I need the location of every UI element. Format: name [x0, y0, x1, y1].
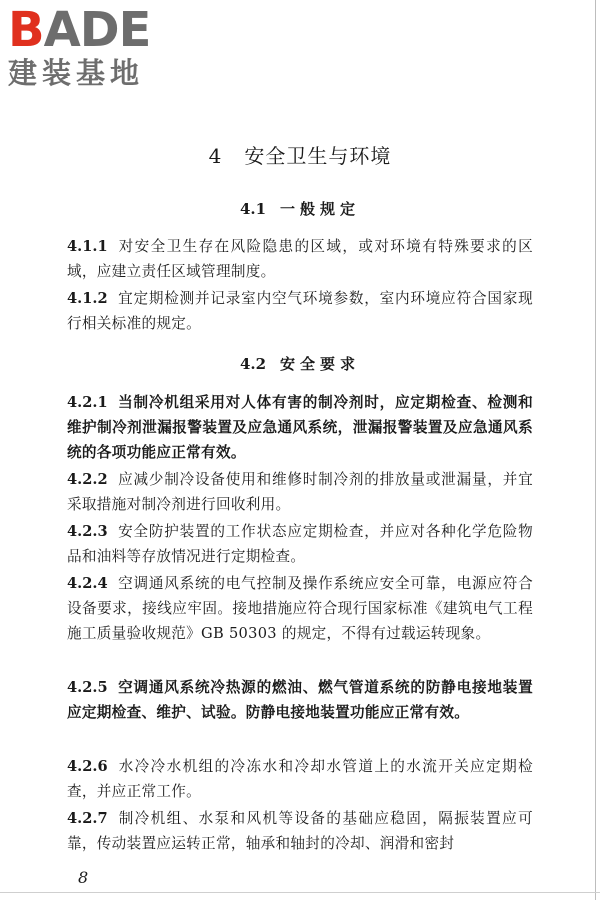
clause — [67, 519, 533, 569]
clause — [67, 286, 533, 336]
page-bottom-line — [0, 892, 600, 893]
clause — [67, 754, 533, 804]
section-heading: 4.2 安全要求 — [239, 355, 361, 373]
page-edge-divider — [595, 0, 596, 900]
clause-text: 安全防护装置的工作状态应定期检查，并应对各种化学危险物品和油料等存放情况进行定期检查。 — [67, 523, 533, 565]
clause-text: 制冷机组、水泵和风机等设备的基础应稳固，隔振装置应可靠，传动装置应运转正常，轴承和轴封的冷却、润滑和密封 — [67, 810, 533, 852]
clause-number: 4.2.7 — [67, 810, 108, 827]
clause-text: 对安全卫生存在风险隐患的区域，或对环境有特殊要求的区域，应建立责任区域管理制度。 — [67, 238, 533, 280]
clause-number: 4.2.3 — [67, 523, 108, 540]
logo-wordmark: BADE — [8, 2, 151, 58]
logo-chinese-name: 建装基地 — [8, 56, 145, 90]
page-number: 8 — [78, 868, 89, 887]
clause-number: 4.2.6 — [67, 758, 108, 775]
chapter-title — [0, 140, 600, 169]
clause-number: 4.1.1 — [67, 238, 108, 255]
clause — [67, 467, 533, 517]
bade-logo — [8, 4, 183, 90]
clause-text: 应减少制冷设备使用和维修时制冷剂的排放量或泄漏量，并宜采取措施对制冷剂进行回收利用。 — [67, 471, 533, 513]
clause-number: 4.2.1 — [67, 394, 108, 411]
clause-text: 水冷冷水机组的冷冻水和冷却水管道上的水流开关应定期检查，并应正常工作。 — [67, 758, 533, 800]
clause-number: 4.2.2 — [67, 471, 108, 488]
clause-text: 宜定期检测并记录室内空气环境参数，室内环境应符合国家现行相关标准的规定。 — [67, 290, 533, 332]
clause — [67, 806, 533, 856]
clause-text: 空调通风系统冷热源的燃油、燃气管道系统的防静电接地装置应定期检查、维护、试验。防静电接地装置功能应正常有效。 — [67, 679, 533, 721]
chapter-title-text: 安全卫生与环境 — [244, 144, 392, 168]
clause-text: 空调通风系统的电气控制及操作系统应安全可靠，电源应符合设备要求，接线应牢固。接地措施应符合现行国家标准《建筑电气工程施工质量验收规范》GB 50303 的规定，不得有过载运转现象。 — [67, 575, 533, 642]
clause-number: 4.2.5 — [67, 679, 108, 696]
chapter-number: 4 — [208, 144, 223, 168]
clause-number: 4.2.4 — [67, 575, 108, 592]
clause-number: 4.1.2 — [67, 290, 108, 307]
section-heading: 4.1 一般规定 — [239, 200, 361, 218]
clause-text: 当制冷机组采用对人体有害的制冷剂时，应定期检查、检测和维护制冷剂泄漏报警装置及应急通风系统，泄漏报警装置及应急通风系统的各项功能应正常有效。 — [67, 394, 533, 461]
clause — [67, 234, 533, 284]
clause — [67, 675, 533, 725]
clause — [67, 571, 533, 646]
clause — [67, 390, 533, 465]
